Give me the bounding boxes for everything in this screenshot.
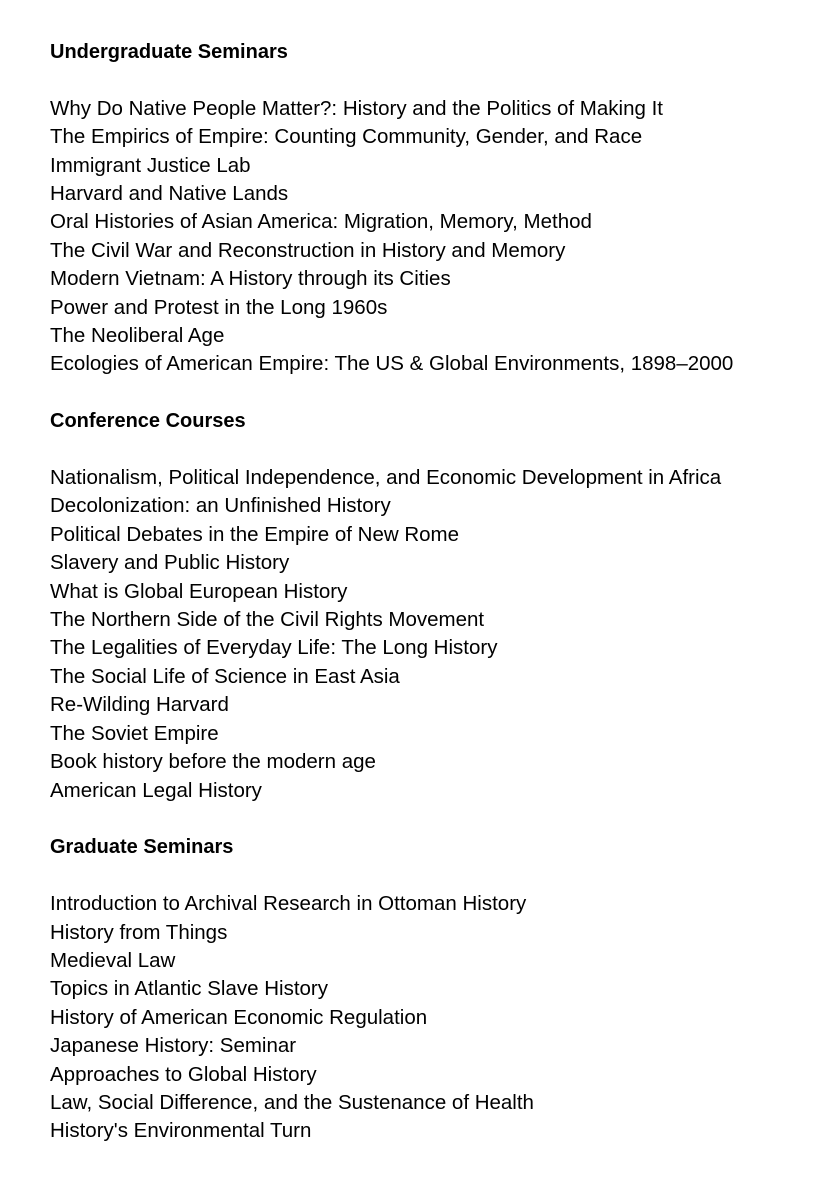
course-item: Japanese History: Seminar [50, 1034, 297, 1058]
course-item: Power and Protest in the Long 1960s [50, 295, 388, 319]
section-spacer [50, 805, 810, 833]
course-item: Introduction to Archival Research in Ottoman History [50, 892, 527, 916]
course-item: Medieval Law [50, 948, 176, 972]
course-item: History's Environmental Turn [50, 1119, 312, 1143]
section-heading: Undergraduate Seminars [50, 41, 288, 63]
course-item: Harvard and Native Lands [50, 182, 289, 206]
section-spacer [50, 862, 810, 890]
course-item: Modern Vietnam: A History through its Cities [50, 267, 451, 291]
section-spacer [50, 436, 810, 464]
course-item: The Legalities of Everyday Life: The Long History [50, 636, 498, 660]
section-graduate-seminars [50, 833, 810, 1145]
course-item: The Northern Side of the Civil Rights Movement [50, 608, 485, 632]
section-conference-courses [50, 407, 810, 833]
course-item: The Civil War and Reconstruction in History and Memory [50, 238, 566, 262]
course-item: Approaches to Global History [50, 1062, 317, 1086]
course-item: Oral Histories of Asian America: Migration, Memory, Method [50, 210, 592, 234]
course-document [50, 38, 810, 1146]
section-undergraduate-seminars [50, 38, 810, 407]
course-item: The Neoliberal Age [50, 324, 225, 348]
course-item: Book history before the modern age [50, 750, 376, 774]
course-item: History from Things [50, 920, 228, 944]
course-item: Re-Wilding Harvard [50, 693, 229, 717]
section-spacer [50, 66, 810, 94]
course-list [50, 890, 810, 1146]
course-item: American Legal History [50, 778, 262, 802]
course-item: What is Global European History [50, 579, 348, 603]
course-list [50, 95, 810, 379]
course-item: Slavery and Public History [50, 551, 290, 575]
course-item: The Soviet Empire [50, 721, 219, 745]
course-item: Immigrant Justice Lab [50, 153, 251, 177]
course-item: Political Debates in the Empire of New Rome [50, 522, 460, 546]
course-item: The Empirics of Empire: Counting Community, Gender, and Race [50, 125, 643, 149]
section-spacer [50, 379, 810, 407]
section-heading: Conference Courses [50, 410, 246, 433]
course-list [50, 464, 810, 805]
course-item: Topics in Atlantic Slave History [50, 977, 329, 1001]
course-item: Law, Social Difference, and the Sustenance of Health [50, 1090, 534, 1114]
course-item: Nationalism, Political Independence, and Economic Development in Africa [50, 466, 722, 490]
course-item: Why Do Native People Matter?: History and the Politics of Making It [50, 96, 663, 120]
course-item: Ecologies of American Empire: The US & Global Environments, 1898–2000 [50, 352, 734, 376]
course-item: History of American Economic Regulation [50, 1005, 428, 1029]
course-item: The Social Life of Science in East Asia [50, 664, 400, 688]
section-heading: Graduate Seminars [50, 836, 234, 859]
course-item: Decolonization: an Unfinished History [50, 494, 391, 518]
